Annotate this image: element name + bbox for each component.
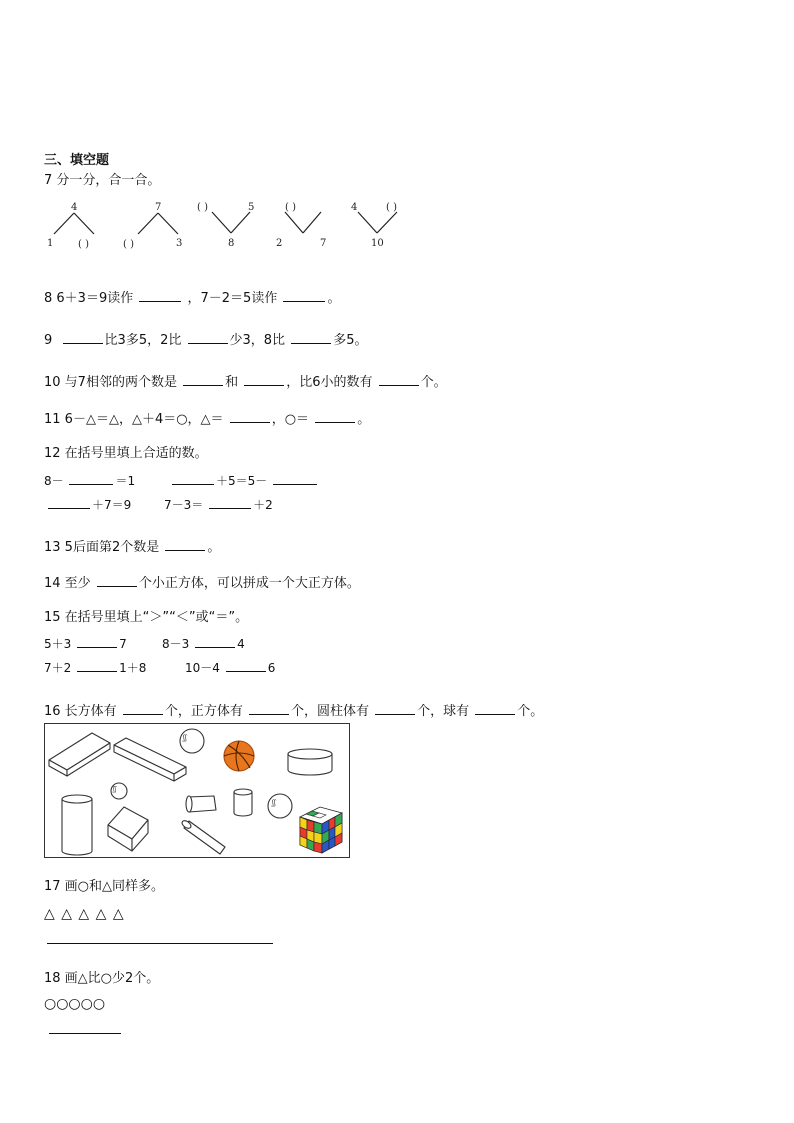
tree2-top: 7 (155, 202, 162, 213)
q10-blank-1[interactable] (183, 373, 223, 386)
q15-r1-c: 8－3 (162, 637, 190, 651)
solid-shapes-picture (44, 723, 350, 858)
q13-blank[interactable] (165, 538, 205, 551)
q10-text-b: 和 (225, 375, 239, 390)
q16-blank-4[interactable] (475, 702, 515, 715)
q12-r2-b: 7－3＝ (164, 498, 204, 512)
q12-blank-4[interactable] (48, 496, 90, 509)
q15-blank-2[interactable] (195, 635, 235, 648)
q14-blank[interactable] (97, 574, 137, 587)
tree5-left-top: 4 (351, 202, 358, 213)
q11-text-a: 11 6－△＝△，△＋4＝○，△＝ (44, 412, 224, 427)
section-title: 三、填空题 (44, 153, 110, 168)
svg-text:ʃʃ: ʃʃ (113, 786, 117, 793)
small-cylinder-2 (234, 789, 252, 816)
tree4-right-bottom: 7 (320, 238, 327, 249)
q16-text-a: 16 长方体有 (44, 704, 117, 719)
q18-circles: ○○○○○ (44, 996, 106, 1012)
q8-blank-2[interactable] (283, 289, 325, 302)
q16-blank-2[interactable] (249, 702, 289, 715)
q11-blank-2[interactable] (315, 410, 355, 423)
q12-row-2-right (164, 496, 273, 513)
question-13 (44, 538, 220, 556)
q15-r2-d: 6 (267, 661, 276, 675)
q11-blank-1[interactable] (230, 410, 270, 423)
tree1-top: 4 (71, 202, 78, 213)
q16-text-e: 个。 (517, 704, 544, 719)
q14-text-a: 14 至少 (44, 576, 91, 591)
tree3-left-top: ( ) (197, 202, 208, 213)
question-10 (44, 373, 447, 391)
question-16 (44, 702, 543, 720)
q17-triangles: △ △ △ △ △ (44, 906, 125, 922)
q9-blank-1[interactable] (63, 331, 103, 344)
q15-r1-a: 5＋3 (44, 637, 72, 651)
q17-answer-line[interactable] (47, 943, 273, 944)
q16-text-b: 个，正方体有 (164, 704, 243, 719)
number-bond-diagrams (40, 198, 430, 254)
q12-r1-b: ＝1 (115, 474, 136, 488)
tree5-right-top: ( ) (386, 202, 397, 213)
q12-row-1-right (170, 472, 319, 489)
q12-blank-1[interactable] (69, 472, 113, 485)
q8-text-c: 。 (327, 291, 341, 306)
tree3-bottom: 8 (228, 238, 235, 249)
svg-text:ʃʃ: ʃʃ (183, 734, 187, 742)
q12-blank-3[interactable] (273, 472, 317, 485)
q11-text-c: 。 (357, 412, 371, 427)
q12-row-1 (44, 472, 135, 489)
q15-blank-4[interactable] (226, 659, 266, 672)
q8-blank-1[interactable] (139, 289, 181, 302)
q8-text-a: 8 6＋3＝9读作 (44, 291, 134, 306)
q15-blank-3[interactable] (77, 659, 117, 672)
svg-text:ʃʃ: ʃʃ (272, 799, 276, 807)
tree1-right: ( ) (78, 239, 89, 250)
tree3-right-top: 5 (248, 202, 255, 213)
q8-text-b: ，7－2＝5读作 (187, 291, 278, 306)
q9-blank-3[interactable] (291, 331, 331, 344)
q15-row-2 (44, 659, 146, 676)
question-8 (44, 289, 340, 307)
q13-text-b: 。 (207, 540, 221, 555)
question-14 (44, 574, 360, 592)
q16-text-c: 个，圆柱体有 (290, 704, 369, 719)
q12-blank-5[interactable] (209, 496, 251, 509)
q9-blank-2[interactable] (188, 331, 228, 344)
q12-r2-c: ＋2 (253, 498, 273, 512)
tall-cylinder (62, 795, 92, 855)
q15-r1-b: 7 (119, 637, 127, 651)
question-15-text: 15 在括号里填上“＞”“＜”或“＝”。 (44, 610, 249, 625)
q10-blank-2[interactable] (244, 373, 284, 386)
q9-text-a: 比3多5，2比 (104, 333, 182, 348)
q15-r2-c: 10－4 (185, 661, 220, 675)
q13-text-a: 13 5后面第2个数是 (44, 540, 160, 555)
q15-r2-a: 7＋2 (44, 661, 72, 675)
question-17-text: 17 画○和△同样多。 (44, 879, 165, 894)
q14-text-b: 个小正方体，可以拼成一个大正方体。 (138, 576, 360, 591)
question-11 (44, 410, 370, 428)
q9-number: 9 (44, 333, 53, 348)
q15-r2-b: 1＋8 (119, 661, 147, 675)
q10-blank-3[interactable] (379, 373, 419, 386)
tree1-left: 1 (47, 238, 54, 249)
q10-text-c: ，比6小的数有 (286, 375, 373, 390)
q16-blank-1[interactable] (123, 702, 163, 715)
q12-r2-a: ＋7＝9 (92, 498, 132, 512)
small-ball-2 (111, 783, 127, 799)
question-18-text: 18 画△比○少2个。 (44, 971, 160, 986)
question-7-text: 7 分一分，合一合。 (44, 173, 161, 188)
q12-row-2 (46, 496, 131, 513)
q15-row-2-right (185, 659, 275, 676)
q9-text-c: 多5。 (333, 333, 368, 348)
q10-text-d: 个。 (420, 375, 447, 390)
q16-text-d: 个，球有 (417, 704, 470, 719)
tree5-bottom: 10 (371, 238, 384, 249)
question-9 (44, 331, 367, 349)
q12-r1-c: ＋5＝5－ (216, 474, 268, 488)
q15-row-1 (44, 635, 127, 652)
tree4-left-bottom: 2 (276, 238, 283, 249)
q10-text-a: 10 与7相邻的两个数是 (44, 375, 177, 390)
tree4-left-top: ( ) (285, 202, 296, 213)
basketball (224, 741, 254, 771)
q18-answer-line[interactable] (49, 1033, 121, 1034)
q9-text-b: 少3，8比 (229, 333, 286, 348)
q12-r1-a: 8－ (44, 474, 64, 488)
question-12-text: 12 在括号里填上合适的数。 (44, 446, 208, 461)
q11-text-b: ，○＝ (271, 412, 310, 427)
flat-cylinder (288, 749, 332, 775)
tree2-left: ( ) (123, 239, 134, 250)
small-ball-1 (180, 729, 204, 753)
q16-blank-3[interactable] (375, 702, 415, 715)
small-ball-3 (268, 794, 292, 818)
small-cylinder-1 (186, 796, 216, 812)
q15-blank-1[interactable] (77, 635, 117, 648)
q12-blank-2[interactable] (172, 472, 214, 485)
q15-row-1-right (162, 635, 245, 652)
tree2-right: 3 (176, 238, 183, 249)
q15-r1-d: 4 (237, 637, 245, 651)
